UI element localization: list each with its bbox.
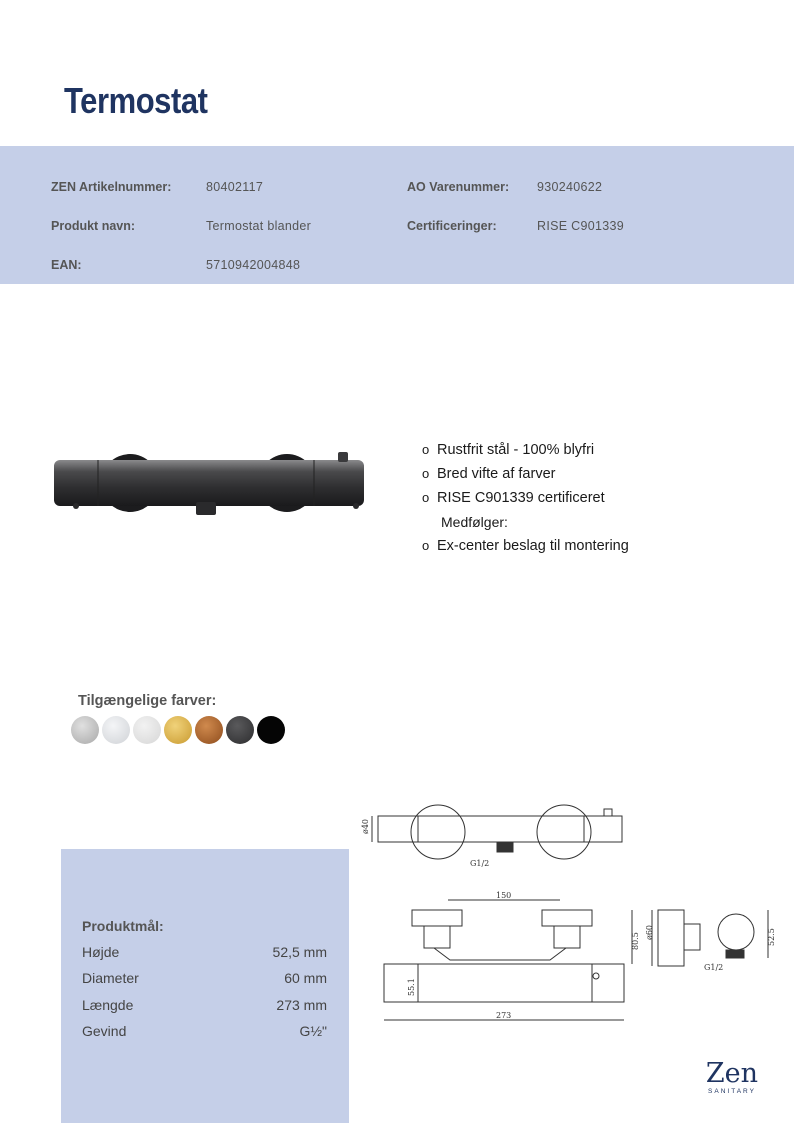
dimension-row-diameter: Diameter 60 mm: [82, 970, 327, 986]
certifications-label: Certificeringer:: [407, 219, 497, 233]
dim-height-total: 80.5: [631, 932, 640, 950]
dim-body-height: 55.1: [407, 978, 416, 996]
dim-top-diameter: ø40: [361, 819, 370, 834]
drawing-side-view: [645, 910, 776, 972]
product-name-value: Termostat blander: [206, 219, 312, 233]
feature-item: o Bred vifte af farver: [422, 466, 556, 482]
zen-sanitary-logo: Zen SANITARY: [705, 1058, 759, 1095]
feature-list: [422, 440, 629, 560]
ao-number-label: AO Varenummer:: [407, 180, 510, 194]
available-colors-label: Tilgængelige farver:: [78, 693, 217, 709]
dim-side-diameter: ø60: [645, 925, 654, 940]
dimensions-title: Produktmål:: [82, 918, 164, 934]
ao-number-value: 930240622: [537, 180, 603, 194]
thermostat-product-photo: [50, 444, 370, 522]
product-name-label: Produkt navn:: [51, 219, 136, 233]
dimension-row-thread: Gevind G½": [82, 1023, 327, 1039]
product-info-band: [0, 146, 794, 284]
dim-spacing: 150: [496, 891, 512, 900]
dim-side-thread: G1/2: [704, 963, 724, 972]
technical-drawing: [360, 790, 780, 1050]
dim-top-thread: G1/2: [470, 859, 490, 868]
dim-side-height: 52.5: [767, 928, 776, 946]
page-title: Termostat: [64, 80, 208, 121]
feature-item: o Ex-center beslag til montering: [422, 538, 629, 554]
swatch-chrome: [102, 716, 130, 744]
ean-value: 5710942004848: [206, 258, 301, 272]
ean-label: EAN:: [51, 258, 82, 272]
included-heading: Medfølger:: [441, 514, 508, 530]
certifications-value: RISE C901339: [537, 219, 624, 233]
feature-item: o RISE C901339 certificeret: [422, 490, 605, 506]
swatch-copper: [195, 716, 223, 744]
drawing-front-view: [384, 891, 640, 1020]
swatch-gunmetal: [226, 716, 254, 744]
feature-item: o Rustfrit stål - 100% blyfri: [422, 442, 595, 458]
dimension-row-length: Længde 273 mm: [82, 997, 327, 1013]
article-number-value: 80402117: [206, 180, 264, 194]
swatch-black: [257, 716, 285, 744]
swatch-brushed-gold: [164, 716, 192, 744]
drawing-top-view: [361, 805, 622, 868]
swatch-white: [133, 716, 161, 744]
article-number-label: ZEN Artikelnummer:: [51, 180, 172, 194]
dim-length: 273: [496, 1011, 512, 1020]
product-dimensions-panel: [61, 849, 349, 1123]
dimension-row-height: Højde 52,5 mm: [82, 944, 327, 960]
swatch-brushed-steel: [71, 716, 99, 744]
